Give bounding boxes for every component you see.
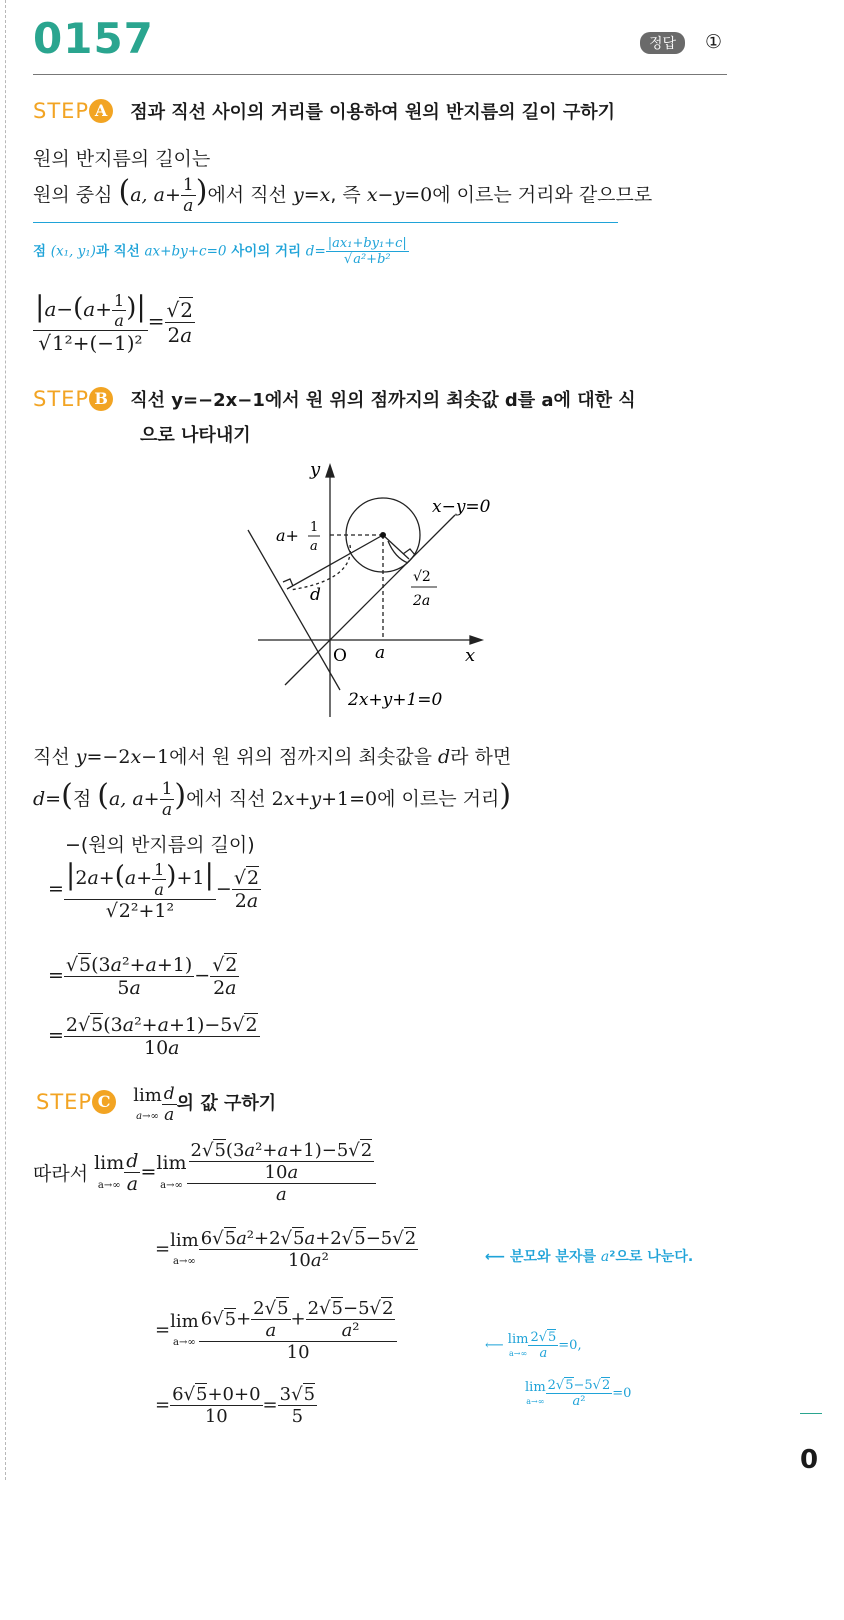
b-line2-c: 에 이르는 거리: [377, 788, 500, 810]
note-b: 과 직선: [95, 243, 140, 260]
text-line2-d: 에 이르는 거리와 같으므로: [432, 184, 653, 206]
ya-a: a: [310, 539, 318, 554]
step-b-word: STEP: [33, 387, 90, 411]
x-axis-arrow: [470, 636, 482, 644]
b-line1-b: 에서 원 위의 점까지의 최솟값을: [169, 746, 432, 768]
step-c-title: 의 값 구하기: [176, 1093, 277, 1114]
step-b-title-2: 으로 나타내기: [140, 425, 251, 446]
page-margin-line: [5, 0, 6, 1480]
distance-formula-note: 점 (x₁, y₁)과 직선 ax+by+c=0 사이의 거리 d= $\frac{\text{|ax₁+by₁+c|}}{\text{√a²+b²}}$: [33, 236, 407, 267]
step-c-letter: C: [92, 1090, 116, 1114]
b-line2-a: 점: [72, 788, 92, 810]
circle-center: [380, 532, 386, 538]
right-angle-2: [403, 549, 415, 555]
b-eq1: = |2a+(a+ $\frac{1}{a}$ )+1| √2²+1² − $\frac{√2}{2a}$: [48, 858, 260, 922]
right-angle-1: [283, 579, 293, 586]
b-line2-b: 에서 직선: [186, 788, 266, 810]
line1-label: x−y=0: [432, 497, 491, 517]
page-edge-dash: [800, 1413, 822, 1414]
c-eq4: = $\frac{6√5+0+0}{10}$ = $\frac{3√5}{5}$: [155, 1384, 316, 1427]
answer-value: ①: [705, 31, 723, 53]
c-note1: ⟵ 분모와 분자를 a²으로 나눈다.: [485, 1249, 694, 1265]
c-note1-b: 으로 나눈다.: [615, 1249, 694, 1265]
step-a-heading: [33, 98, 615, 124]
step-b-letter: B: [89, 387, 113, 411]
step-a-title: 점과 직선 사이의 거리를 이용하여 원의 반지름의 길이 구하기: [130, 102, 616, 123]
note-underline: [33, 222, 618, 223]
text-line2-a: 원의 중심: [33, 184, 113, 206]
perp-to-line2: [287, 535, 383, 589]
d-label: d: [310, 585, 321, 605]
b-line1-a: 직선: [33, 746, 70, 768]
line2-label: 2x+y+1=0: [348, 690, 443, 710]
c-eq1: 따라서 lim a→∞ $\frac{d}{a}$ =lim a→∞ $\frac{\frac{\text{2√5(3a²+a+1)−5√2}}{10a}}{a}$: [33, 1140, 376, 1205]
b-eq2: = $\frac{\text{√5(3a²+a+1)}}{5a}$ − $\frac{√2}{2a}$: [48, 954, 238, 999]
problem-number: 0157: [33, 14, 154, 63]
circle-line-diagram: [230, 455, 550, 730]
ya-label: a+: [276, 526, 299, 545]
step-c-heading: STEP C lim a→∞ $\frac{d}{a}$ 의 값 구하기: [36, 1084, 277, 1125]
b-eq3: = $\frac{\text{2√5(3a²+a+1)−5√2}}{10a}$: [48, 1014, 258, 1059]
r-den: 2a: [413, 593, 431, 609]
r-num: √2: [413, 569, 431, 585]
c-note3: lim a→∞ $\frac{2√5-5√2}{\text{a²}}$ =0: [525, 1378, 632, 1409]
text-line2-b: 에서 직선: [207, 184, 287, 206]
origin-label: O: [333, 646, 347, 666]
y-label: y: [310, 459, 321, 480]
b-line1: 직선 y=−2x−1에서 원 위의 점까지의 최솟값을 d라 하면: [33, 746, 512, 768]
ya-one: 1: [310, 520, 319, 535]
b-line1-c: 라 하면: [450, 746, 512, 768]
text-line2: 원의 중심 (a, a+ $\frac{1}{a}$ )에서 직선 y=x, 즉 x−y=0에 이르는 거리와 같으므로: [33, 174, 653, 216]
tick-a-label: a: [375, 643, 386, 663]
c-note1-a: 분모와 분자를: [509, 1249, 596, 1265]
step-c-word: STEP: [36, 1090, 93, 1114]
d-brace: [290, 545, 350, 590]
note-c: 사이의 거리: [231, 243, 302, 260]
c-eq2: =lim a→∞ $\frac{\text{6√5a²+2√5a+2√5−5√2}}{\text{10a²}}$: [155, 1228, 417, 1271]
step-b-title-1: 직선 y=−2x−1에서 원 위의 점까지의 최솟값 d를 a에 대한 식: [130, 390, 636, 411]
text-line2-c: 즉: [342, 184, 361, 206]
b-line3: −(원의 반지름의 길이): [65, 834, 255, 856]
b-line2: d=(점 (a, a+ $\frac{1}{a}$ )에서 직선 2x+y+1=0에 이르는 거리): [33, 778, 512, 820]
x-label: x: [465, 645, 476, 666]
c-line1: 따라서: [33, 1163, 89, 1185]
note-a: 점: [33, 243, 47, 260]
c-note2: ⟵ lim a→∞ $\frac{2√5}{a}$ =0,: [485, 1330, 582, 1361]
radius-equation: |a−(a+ $\frac{1}{a}$ )| √1²+(−1)² = $\frac{√2}{2a}$: [35, 290, 194, 355]
line-2x-plus-y: [248, 530, 340, 690]
page-edge-number: 0: [800, 1445, 819, 1475]
step-a-word: STEP: [33, 99, 90, 123]
answer-badge: 정답: [640, 32, 685, 54]
c-eq3: =lim a→∞ 6√5+ $\frac{2√5}{a}$ + $\frac{2√5-5√2}{\text{a²}}$ 10: [155, 1298, 397, 1363]
step-a-letter: A: [89, 99, 113, 123]
y-axis-arrow: [326, 465, 334, 477]
text-line1: 원의 반지름의 길이는: [33, 148, 211, 170]
header-divider: [33, 74, 727, 75]
step-b-heading: [33, 386, 636, 412]
